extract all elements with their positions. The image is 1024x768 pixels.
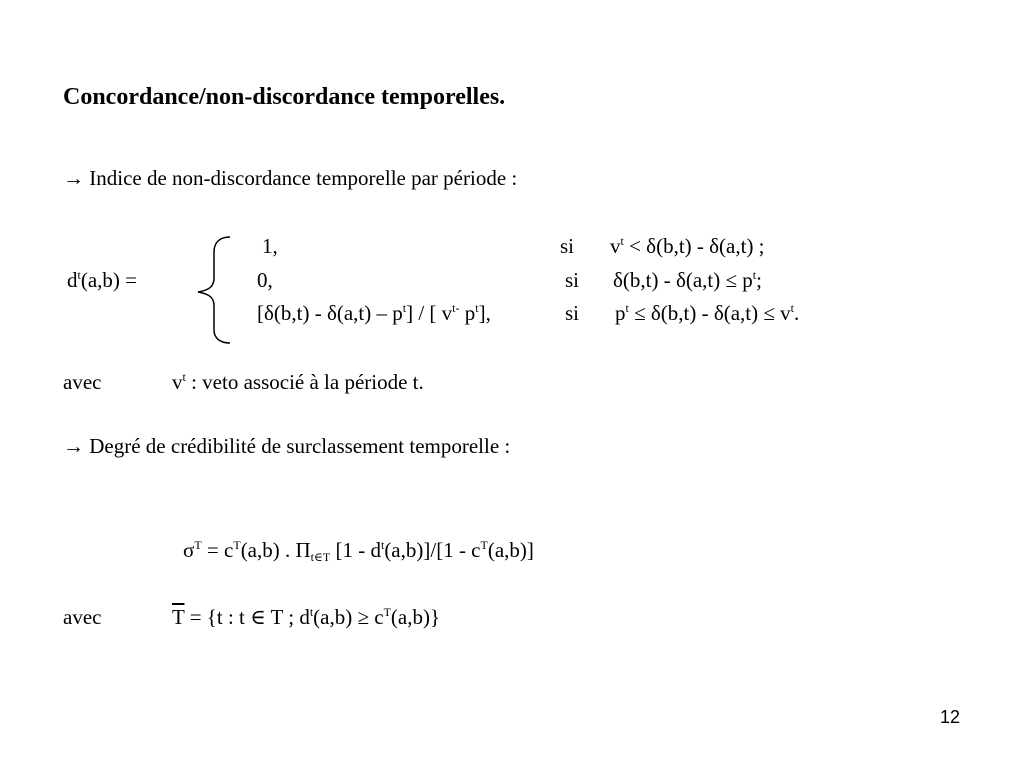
case3-condition: $p^t \le \delta(b,t) - \delta(a,t) \le v^t$. [615, 301, 800, 325]
right-arrow-icon: → [63, 166, 84, 190]
bullet-degre-text: Degré de crédibilité de surclassement temporelle : [89, 434, 511, 458]
bullet-indice [63, 168, 517, 189]
case1-value: 1, [262, 234, 278, 258]
case3-value: $[\delta(b,t) - \delta(a,t) - p^t]$ / [ $v^{t-}$ $p^t$], [257, 301, 491, 325]
case2-value: 0, [257, 268, 273, 292]
case1-condition: $v^t < \delta(b,t) - \delta(a,t)$ ; [610, 234, 765, 258]
avec1-label: avec [63, 370, 102, 394]
slide-title: Concordance/non-discordance temporelles. [63, 84, 506, 110]
formula-credibility: $\sigma^T = c^T(a,b)$ . $\Pi_{t\in T}$ $[1 - d^t(a,b)]/[1 - c^T(a,b)]$ [183, 538, 534, 564]
case2-si: si [565, 268, 580, 292]
case3-si: si [565, 301, 580, 325]
avec2-definition: $\overline{T} = \{t$ : t ∈ T ; $d^t(a,b) \ge c^T(a,b)$} [172, 605, 441, 629]
bullet-indice-text: Indice de non-discordance temporelle par période : [89, 166, 518, 190]
right-arrow-icon: → [63, 434, 84, 458]
avec2-label: avec [63, 605, 102, 629]
case1-si: si [560, 234, 575, 258]
bullet-degre [63, 436, 510, 457]
case2-condition: $\delta(b,t) - \delta(a,t) \le p^t$; [613, 268, 762, 292]
formula1-lhs: $d^t(a,b)$ = [67, 268, 137, 292]
avec1-definition: $v^t$ : veto associé à la période t. [172, 370, 424, 394]
page-number: 12 [940, 707, 961, 727]
left-brace-icon [190, 234, 238, 346]
